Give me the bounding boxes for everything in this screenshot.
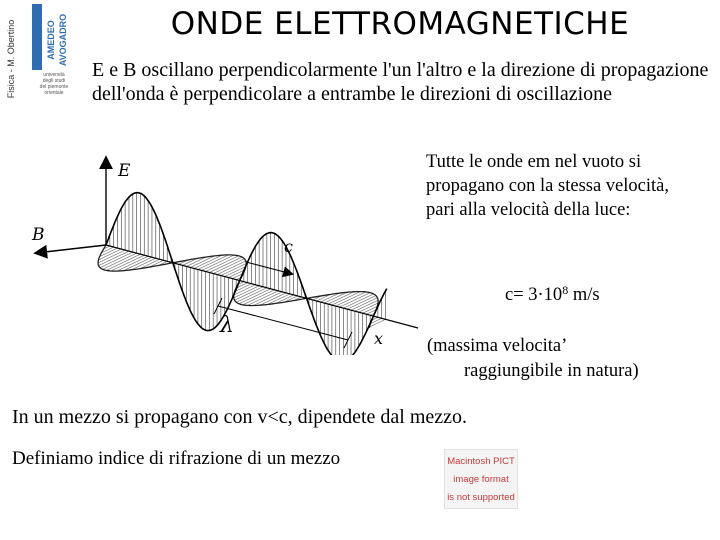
e-label: E — [118, 161, 131, 181]
x-label: x — [374, 329, 384, 348]
x-axis — [106, 245, 418, 328]
speed-unit: m/s — [568, 285, 600, 305]
pict-line-1: Macintosh PICT — [447, 456, 515, 467]
logo-line-3: università — [43, 72, 65, 78]
logo-line-5: del piemonte — [39, 84, 69, 90]
b-field-vector — [99, 251, 129, 265]
b-field-vector — [355, 300, 378, 311]
b-field-vector — [340, 293, 371, 307]
logo-line-2: AVOGADRO — [58, 13, 68, 67]
speed-of-light-formula — [505, 283, 600, 306]
em-wave-diagram — [28, 150, 428, 355]
b-field-vector — [347, 296, 376, 310]
wavelength-bar — [218, 306, 348, 340]
pict-line-2: image format — [453, 474, 509, 485]
logo-line-4: degli studi — [42, 78, 66, 84]
light-speed-explanation: Tutte le onde em nel vuoto si propagano con la stessa velocità, pari alla velocità della luce: — [426, 152, 669, 220]
max-speed-note-line2: raggiungibile in natura) — [464, 361, 639, 381]
b-field-vector — [235, 287, 263, 300]
speed-prefix: c= 3·10 — [505, 285, 563, 305]
b-field-vector — [213, 259, 244, 274]
author-sidebar-text: Fisica - M. Obertino — [6, 19, 16, 99]
speed-exponent: 8 — [562, 283, 569, 297]
c-arrow — [246, 262, 292, 274]
b-field-vector — [336, 292, 366, 306]
intro-text: E e B oscillano perpendicolarmente l'un l'altro e la direzione di propagazione dell'onda è perpendicolare a entrambe le direzioni di oscillazione — [92, 59, 709, 105]
refraction-index-definition: Definiamo indice di rifrazione di un mezzo — [12, 448, 341, 469]
b-axis — [36, 245, 106, 253]
max-speed-note-line1: (massima velocita’ — [427, 336, 568, 356]
b-field-vector — [236, 288, 267, 302]
b-field-vector — [217, 261, 246, 275]
b-field-vector — [117, 256, 148, 271]
b-field-vector — [243, 290, 275, 305]
pict-line-3: is not supported — [447, 492, 515, 503]
b-field-vector — [343, 294, 373, 308]
university-logo — [30, 0, 76, 100]
author-sidebar — [4, 2, 18, 122]
medium-propagation-text: In un mezzo si propagano con v<c, dipendete dal mezzo. — [12, 406, 467, 428]
lambda-label: λ — [220, 313, 234, 338]
e-field-hatching — [106, 193, 386, 355]
logo-line-6: orientale — [44, 90, 64, 96]
b-label: B — [32, 225, 45, 245]
c-label: c — [284, 237, 293, 256]
unsupported-image-placeholder — [444, 449, 518, 509]
page-title: ONDE ELETTROMAGNETICHE — [170, 6, 630, 42]
b-field-vector — [239, 289, 271, 304]
logo-line-1: AMEDEO — [46, 20, 56, 60]
